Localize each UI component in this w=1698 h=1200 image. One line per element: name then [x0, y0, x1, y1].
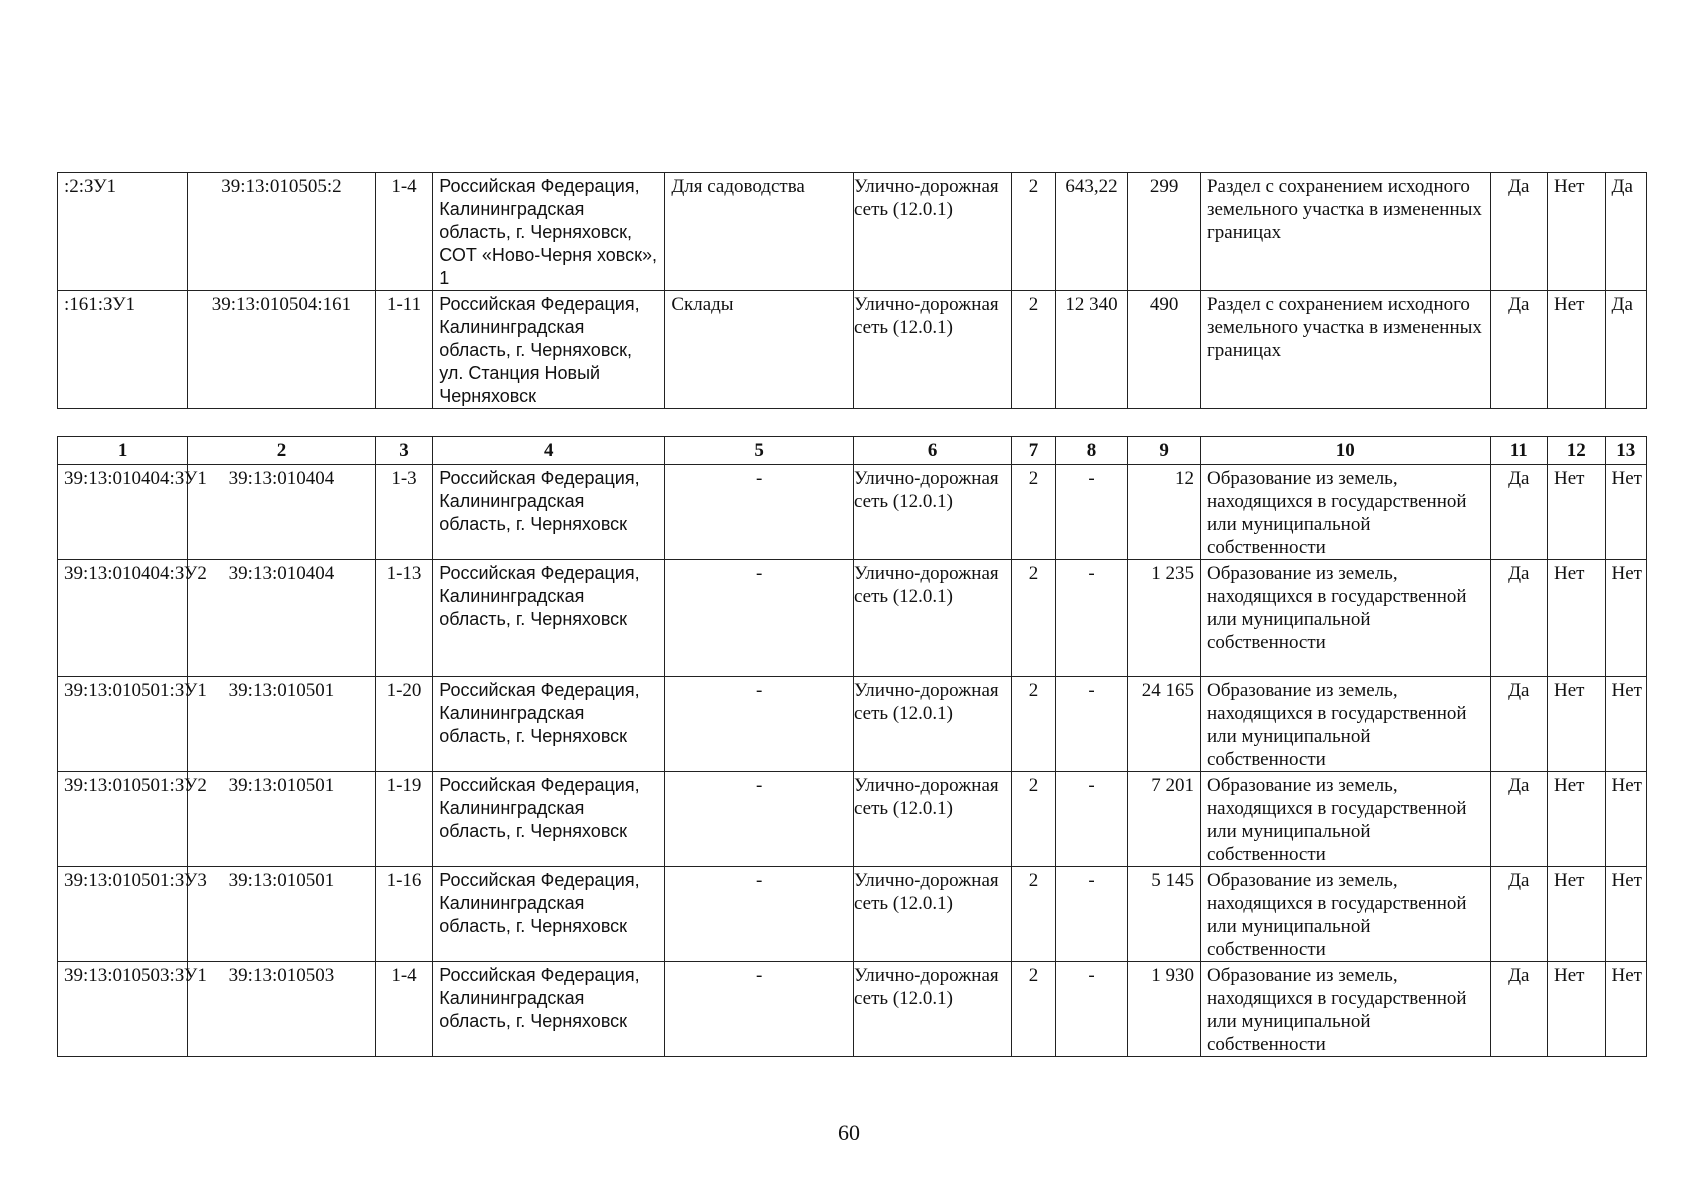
formation-method-cell: Образование из земель, находящихся в государственной или муниципальной собственности	[1200, 962, 1490, 1057]
original-area-cell: -	[1055, 465, 1128, 560]
formation-method-cell: Образование из земель, находящихся в государственной или муниципальной собственности	[1200, 465, 1490, 560]
flag-cell-13: Нет	[1605, 560, 1646, 677]
column-header: 9	[1128, 437, 1201, 465]
flag-cell-12: Нет	[1548, 867, 1606, 962]
column-number-row	[58, 437, 1647, 465]
address-cell: Российская Федерация, Калининградская область, г. Черняховск	[433, 867, 665, 962]
address-cell: Российская Федерация, Калининградская область, г. Черняховск	[433, 962, 665, 1057]
formation-method-cell: Образование из земель, находящихся в государственной или муниципальной собственности	[1200, 772, 1490, 867]
column-header: 6	[853, 437, 1011, 465]
category-cell: 2	[1012, 962, 1055, 1057]
flag-cell-11: Да	[1490, 962, 1548, 1057]
column-header: 5	[665, 437, 854, 465]
category-cell: 2	[1012, 173, 1055, 291]
cadastral-number-cell: 39:13:010404	[188, 465, 376, 560]
plot-designation-cell: 39:13:010404:ЗУ2	[58, 560, 188, 677]
flag-cell-13: Нет	[1605, 465, 1646, 560]
flag-cell-13: Да	[1605, 291, 1646, 409]
flag-cell-13: Нет	[1605, 962, 1646, 1057]
column-header: 2	[188, 437, 376, 465]
permitted-use-cell: Улично-дорожная сеть (12.0.1)	[853, 465, 1011, 560]
permitted-use-cell: Улично-дорожная сеть (12.0.1)	[853, 173, 1011, 291]
flag-cell-12: Нет	[1548, 465, 1606, 560]
existing-use-cell: Склады	[665, 291, 854, 409]
table-row	[58, 772, 1647, 867]
address-cell: Российская Федерация, Калининградская область, г. Черняховск	[433, 677, 665, 772]
category-cell: 2	[1012, 867, 1055, 962]
flag-cell-11: Да	[1490, 867, 1548, 962]
land-plots-table	[57, 436, 1647, 1057]
original-area-cell: -	[1055, 772, 1128, 867]
category-cell: 2	[1012, 677, 1055, 772]
table-row	[58, 291, 1647, 409]
boundary-points-cell: 1-19	[375, 772, 433, 867]
area-cell: 1 930	[1128, 962, 1201, 1057]
original-area-cell: -	[1055, 962, 1128, 1057]
flag-cell-11: Да	[1490, 291, 1548, 409]
category-cell: 2	[1012, 465, 1055, 560]
address-cell: Российская Федерация, Калининградская область, г. Черняховск, СОТ «Ново-Черня ховск», 1	[433, 173, 665, 291]
column-header: 10	[1200, 437, 1490, 465]
column-header: 8	[1055, 437, 1128, 465]
existing-use-cell: -	[665, 677, 854, 772]
original-area-cell: -	[1055, 677, 1128, 772]
land-plots-table-continuation	[57, 172, 1647, 409]
area-cell: 12	[1128, 465, 1201, 560]
address-cell: Российская Федерация, Калининградская область, г. Черняховск	[433, 560, 665, 677]
area-cell: 490	[1128, 291, 1201, 409]
cadastral-number-cell: 39:13:010404	[188, 560, 376, 677]
cadastral-number-cell: 39:13:010501	[188, 867, 376, 962]
flag-cell-11: Да	[1490, 465, 1548, 560]
boundary-points-cell: 1-4	[375, 962, 433, 1057]
cadastral-number-cell: 39:13:010505:2	[188, 173, 376, 291]
table-row	[58, 560, 1647, 677]
plot-designation-cell: :161:ЗУ1	[58, 291, 188, 409]
original-area-cell: 12 340	[1055, 291, 1128, 409]
formation-method-cell: Образование из земель, находящихся в государственной или муниципальной собственности	[1200, 867, 1490, 962]
existing-use-cell: -	[665, 867, 854, 962]
existing-use-cell: Для садоводства	[665, 173, 854, 291]
permitted-use-cell: Улично-дорожная сеть (12.0.1)	[853, 677, 1011, 772]
table-row	[58, 962, 1647, 1057]
address-cell: Российская Федерация, Калининградская область, г. Черняховск	[433, 465, 665, 560]
boundary-points-cell: 1-4	[375, 173, 433, 291]
table-row	[58, 867, 1647, 962]
cadastral-number-cell: 39:13:010501	[188, 677, 376, 772]
flag-cell-11: Да	[1490, 677, 1548, 772]
plot-designation-cell: 39:13:010501:ЗУ1	[58, 677, 188, 772]
permitted-use-cell: Улично-дорожная сеть (12.0.1)	[853, 962, 1011, 1057]
flag-cell-11: Да	[1490, 772, 1548, 867]
category-cell: 2	[1012, 291, 1055, 409]
address-cell: Российская Федерация, Калининградская область, г. Черняховск, ул. Станция Новый Черняховск	[433, 291, 665, 409]
column-header: 1	[58, 437, 188, 465]
category-cell: 2	[1012, 560, 1055, 677]
column-header: 13	[1605, 437, 1646, 465]
flag-cell-12: Нет	[1548, 560, 1606, 677]
existing-use-cell: -	[665, 465, 854, 560]
plot-designation-cell: 39:13:010501:ЗУ3	[58, 867, 188, 962]
address-cell: Российская Федерация, Калининградская область, г. Черняховск	[433, 772, 665, 867]
cadastral-number-cell: 39:13:010504:161	[188, 291, 376, 409]
boundary-points-cell: 1-20	[375, 677, 433, 772]
area-cell: 24 165	[1128, 677, 1201, 772]
flag-cell-11: Да	[1490, 173, 1548, 291]
column-header: 3	[375, 437, 433, 465]
original-area-cell: 643,22	[1055, 173, 1128, 291]
table-row	[58, 173, 1647, 291]
column-header: 4	[433, 437, 665, 465]
flag-cell-12: Нет	[1548, 772, 1606, 867]
existing-use-cell: -	[665, 962, 854, 1057]
formation-method-cell: Раздел с сохранением исходного земельного участка в измененных границах	[1200, 291, 1490, 409]
cadastral-number-cell: 39:13:010503	[188, 962, 376, 1057]
table-row	[58, 465, 1647, 560]
original-area-cell: -	[1055, 867, 1128, 962]
existing-use-cell: -	[665, 560, 854, 677]
boundary-points-cell: 1-3	[375, 465, 433, 560]
boundary-points-cell: 1-11	[375, 291, 433, 409]
table-row	[58, 677, 1647, 772]
flag-cell-13: Нет	[1605, 677, 1646, 772]
flag-cell-13: Нет	[1605, 772, 1646, 867]
column-header: 7	[1012, 437, 1055, 465]
boundary-points-cell: 1-16	[375, 867, 433, 962]
flag-cell-12: Нет	[1548, 173, 1606, 291]
boundary-points-cell: 1-13	[375, 560, 433, 677]
table-body	[58, 465, 1647, 1057]
plot-designation-cell: 39:13:010404:ЗУ1	[58, 465, 188, 560]
plot-designation-cell: 39:13:010503:ЗУ1	[58, 962, 188, 1057]
table-header	[58, 437, 1647, 465]
flag-cell-12: Нет	[1548, 677, 1606, 772]
permitted-use-cell: Улично-дорожная сеть (12.0.1)	[853, 867, 1011, 962]
formation-method-cell: Образование из земель, находящихся в государственной или муниципальной собственности	[1200, 560, 1490, 677]
permitted-use-cell: Улично-дорожная сеть (12.0.1)	[853, 560, 1011, 677]
flag-cell-13: Нет	[1605, 867, 1646, 962]
column-header: 11	[1490, 437, 1548, 465]
area-cell: 1 235	[1128, 560, 1201, 677]
formation-method-cell: Раздел с сохранением исходного земельного участка в измененных границах	[1200, 173, 1490, 291]
flag-cell-12: Нет	[1548, 291, 1606, 409]
area-cell: 7 201	[1128, 772, 1201, 867]
permitted-use-cell: Улично-дорожная сеть (12.0.1)	[853, 291, 1011, 409]
flag-cell-12: Нет	[1548, 962, 1606, 1057]
area-cell: 299	[1128, 173, 1201, 291]
cadastral-number-cell: 39:13:010501	[188, 772, 376, 867]
flag-cell-13: Да	[1605, 173, 1646, 291]
column-header: 12	[1548, 437, 1606, 465]
original-area-cell: -	[1055, 560, 1128, 677]
table-body	[58, 173, 1647, 409]
plot-designation-cell: 39:13:010501:ЗУ2	[58, 772, 188, 867]
category-cell: 2	[1012, 772, 1055, 867]
formation-method-cell: Образование из земель, находящихся в государственной или муниципальной собственности	[1200, 677, 1490, 772]
area-cell: 5 145	[1128, 867, 1201, 962]
flag-cell-11: Да	[1490, 560, 1548, 677]
plot-designation-cell: :2:ЗУ1	[58, 173, 188, 291]
existing-use-cell: -	[665, 772, 854, 867]
page-number: 60	[838, 1120, 860, 1145]
permitted-use-cell: Улично-дорожная сеть (12.0.1)	[853, 772, 1011, 867]
